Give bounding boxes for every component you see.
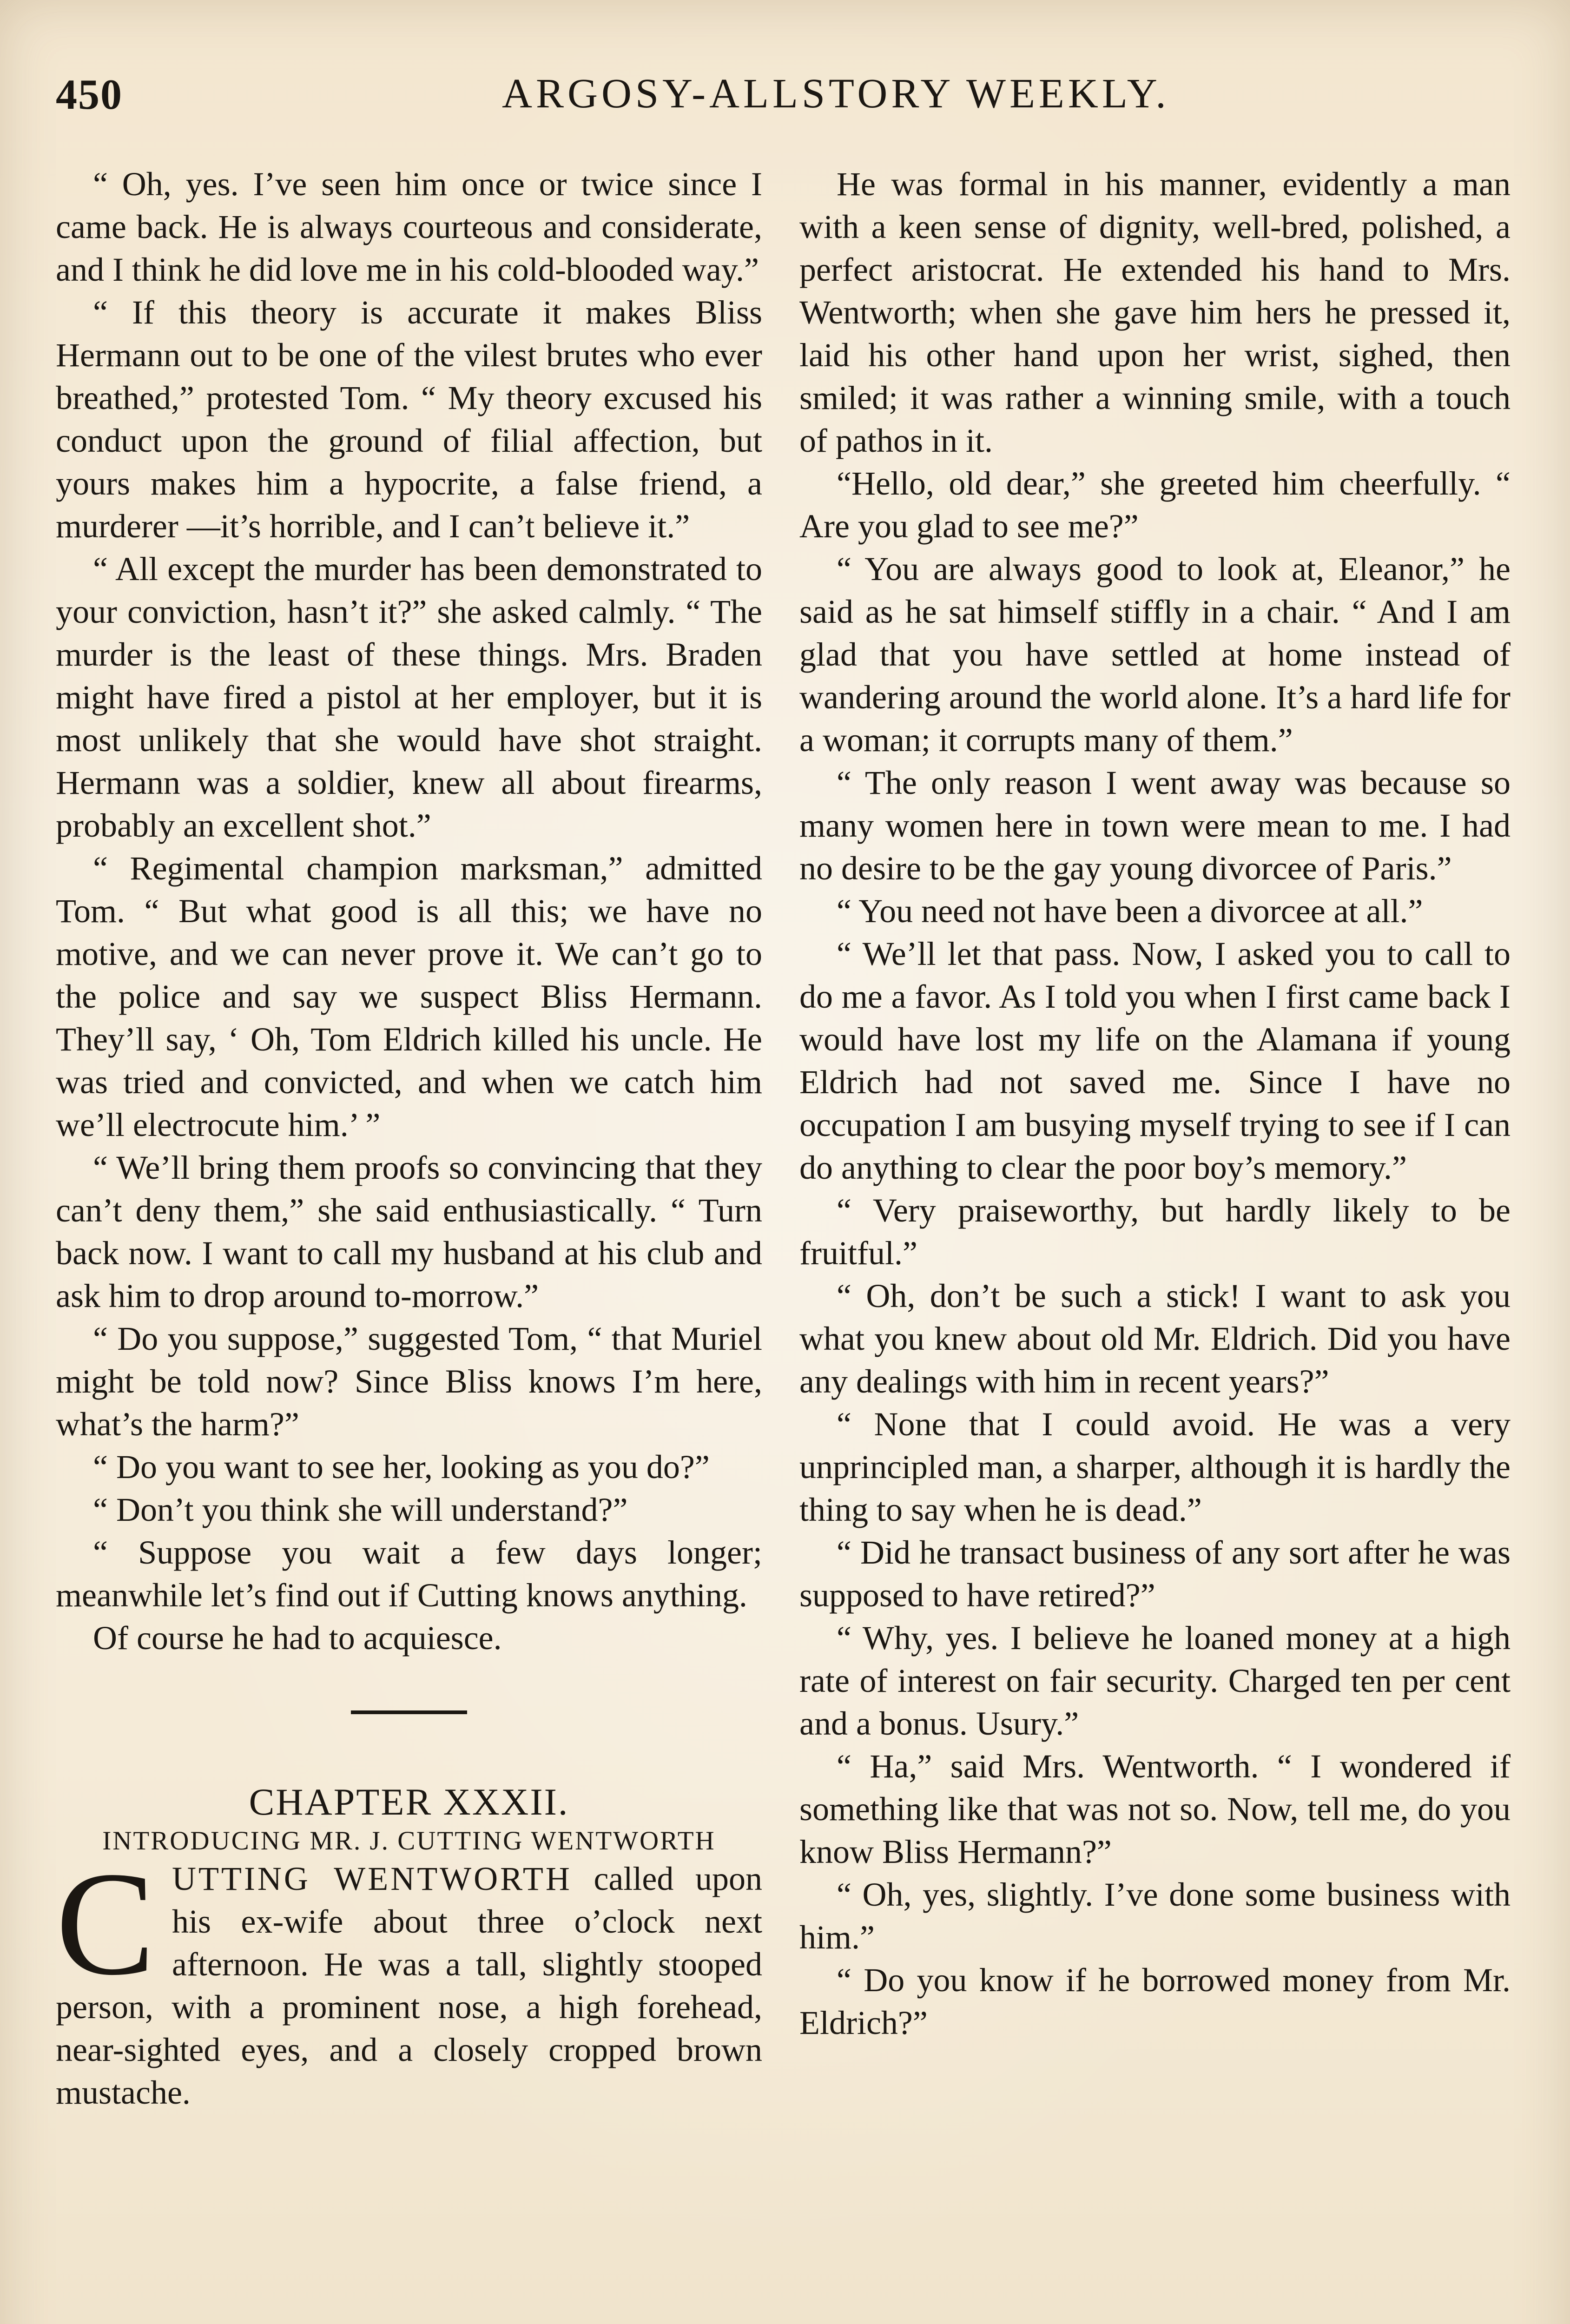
story-paragraph: “ If this theory is accurate it makes Bliss Hermann out to be one of the vilest brutes who ever breathed,” protested Tom. “ My theory excused his conduct upon the ground of filial affection, but yours makes him a hypocrite, a false friend, a murderer —it’s horrible, and I can’t believe it.” — [56, 294, 762, 545]
story-paragraph: “ The only reason I went away was because so many women here in town were mean to me. I had no desire to be the gay young divorcee of Paris.” — [799, 764, 1511, 887]
drop-cap-letter: C — [56, 1842, 155, 2006]
story-paragraph: “ All except the murder has been demonstrated to your conviction, hasn’t it?” she asked calmly. “ The murder is the least of these things. Mrs. Braden might have fired a pistol at her employer, but it is most unlikely that she would have shot straight. Hermann was a soldier, knew all about firearms, probably an excellent shot.” — [56, 550, 762, 844]
running-header — [56, 70, 1520, 130]
chapter-divider-rule — [351, 1710, 467, 1714]
page-number: 450 — [56, 71, 123, 118]
story-paragraph: “ Do you know if he borrowed money from Mr. Eldrich?” — [799, 1961, 1511, 2041]
story-paragraph: “ Did he transact business of any sort after he was supposed to have retired?” — [799, 1534, 1511, 1614]
story-paragraph: “ Suppose you wait a few days longer; meanwhile let’s find out if Cutting knows anything. — [56, 1534, 762, 1614]
story-paragraph: “ Oh, don’t be such a stick! I want to ask you what you knew about old Mr. Eldrich. Did you have any dealings with him in recent years?” — [799, 1277, 1511, 1400]
chapter-title: CHAPTER XXXII. — [249, 1781, 569, 1823]
story-paragraph: Of course he had to acquiesce. — [93, 1619, 502, 1657]
story-paragraph: “ You need not have been a divorcee at all.” — [837, 892, 1423, 930]
opening-smallcaps-text: UTTING WENTWORTH — [172, 1860, 572, 1897]
story-paragraph: “ None that I could avoid. He was a very unprincipled man, a sharper, although it is hardly the thing to say when he is dead.” — [799, 1406, 1511, 1528]
story-paragraph: “ Don’t you think she will understand?” — [93, 1491, 628, 1528]
right-text-column — [799, 163, 1511, 2044]
opening-body-text: called upon his ex-wife about three o’clock next afternoon. He was a tall, slightly stooped person, with a prominent nose, a high forehead, near-sighted eyes, and a closely cropped brown mustache. — [56, 1860, 762, 2111]
story-paragraph: “ You are always good to look at, Eleanor,” he said as he sat himself stiffly in a chair. “ And I am glad that you have settled at home instead of wandering around the world alone. It’s a hard life for a woman; it corrupts many of them.” — [799, 550, 1511, 759]
story-paragraph: “ Regimental champion marksman,” admitted Tom. “ But what good is all this; we have no motive, and we can never prove it. We can’t go to the police and say we suspect Bliss Hermann. They’ll say, ‘ Oh, Tom Eldrich killed his uncle. He was tried and convicted, and when we catch him we’ll electrocute him.’ ” — [56, 850, 762, 1143]
story-paragraph: “Hello, old dear,” she greeted him cheerfully. “ Are you glad to see me?” — [799, 465, 1511, 545]
story-paragraph: “ Oh, yes, slightly. I’ve done some business with him.” — [799, 1876, 1511, 1956]
story-paragraph: “ Ha,” said Mrs. Wentworth. “ I wondered if something like that was not so. Now, tell me, do you know Bliss Hermann?” — [799, 1748, 1511, 1870]
chapter-opening-paragraph — [56, 1842, 762, 2114]
chapter-subtitle: INTRODUCING MR. J. CUTTING WENTWORTH — [102, 1826, 716, 1855]
story-paragraph: “ Do you suppose,” suggested Tom, “ that Muriel might be told now? Since Bliss knows I’m here, what’s the harm?” — [56, 1320, 762, 1443]
story-paragraph: “ We’ll bring them proofs so convincing that they can’t deny them,” she said enthusiastically. “ Turn back now. I want to call my husband at his club and ask him to drop around to-morrow.” — [56, 1149, 762, 1314]
story-paragraph: “ Oh, yes. I’ve seen him once or twice since I came back. He is always courteous and considerate, and I think he did love me in his cold-blooded way.” — [56, 165, 762, 288]
story-paragraph: “ Do you want to see her, looking as you do?” — [93, 1448, 710, 1486]
left-text-column — [56, 163, 762, 2114]
story-paragraph: “ Very praiseworthy, but hardly likely to be fruitful.” — [799, 1192, 1511, 1272]
story-paragraph: “ We’ll let that pass. Now, I asked you to call to do me a favor. As I told you when I first came back I would have lost my life on the Alamana if young Eldrich had not saved me. Since I have no occupation I am busying myself trying to see if I can do anything to clear the poor boy’s memory.” — [799, 935, 1511, 1186]
magazine-title: ARGOSY-ALLSTORY WEEKLY. — [502, 71, 1170, 117]
story-paragraph: He was formal in his manner, evidently a man with a keen sense of dignity, well-bred, polished, a perfect aristocrat. He extended his hand to Mrs. Wentworth; when she gave him hers he pressed it, laid his other hand upon her wrist, sighed, then smiled; it was rather a winning smile, with a touch of pathos in it. — [799, 165, 1511, 459]
story-paragraph: “ Why, yes. I believe he loaned money at a high rate of interest on fair security. Charged ten per cent and a bonus. Usury.” — [799, 1619, 1511, 1742]
